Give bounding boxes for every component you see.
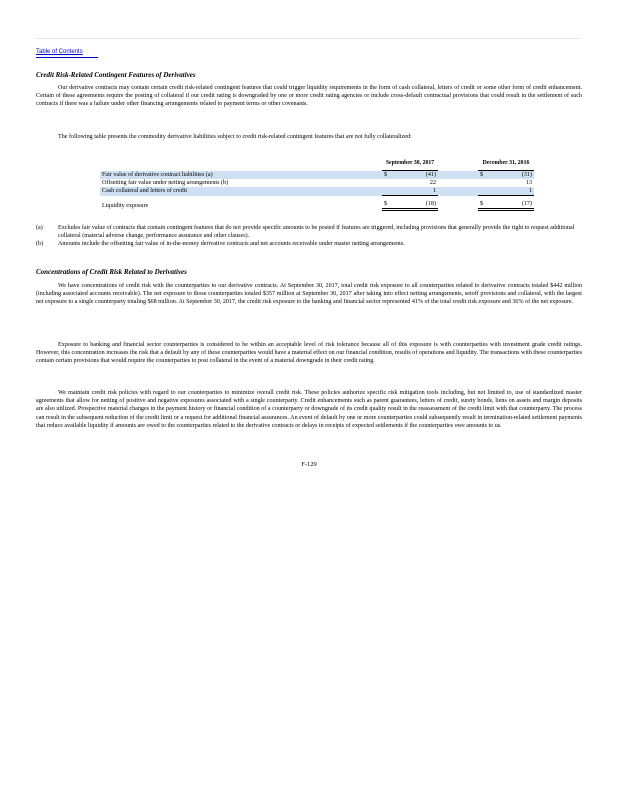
footnote-a xyxy=(36,224,582,240)
footnote-text: Amounts include the offsetting fair value of in-the-money derivative contracts and net accounts receivable under master netting arrangements. xyxy=(58,241,405,247)
row-label: Offsetting fair value under netting arrangements (b) xyxy=(102,180,229,186)
column-header-sep-2017: September 30, 2017 xyxy=(382,156,438,171)
currency-symbol xyxy=(478,179,490,187)
footnote-b xyxy=(36,240,582,248)
value-2017: (18) xyxy=(394,196,438,210)
table-row xyxy=(100,179,534,187)
section-heading-contingent-features: Credit Risk-Related Contingent Features of Derivatives xyxy=(36,71,196,79)
table-row-total xyxy=(100,196,534,210)
footnote-text: Excludes fair value of contracts that contain contingent features that do not provide specific amounts to be posted if features are triggered, including provisions that generally provide the right to request additional collateral (material adverse change, performance assurance and other clauses). xyxy=(58,225,575,239)
derivative-liabilities-table xyxy=(100,156,534,211)
row-label: Fair value of derivative contract liabilities (a) xyxy=(100,171,382,180)
value-2016: 1 xyxy=(490,187,534,196)
paragraph-concentrations-1: We have concentrations of credit risk with the counterparties to our derivative contracts. At September 30, 2017, total credit risk exposure to all counterparties related to derivative contracts totaled $442 million (including associated accounts receivable). The net exposure to those counterparties totaled $357 million at September 30, 2017 after taking into effect netting arrangements, setoff provisions and collateral, with the largest net exposure to a single counterparty totaling $68 million. At September 30, 2017, the credit risk exposure to the banking and financial sector represented 41% of the total credit risk exposure and 36% of the net exposure. xyxy=(36,283,582,306)
table-row xyxy=(100,187,534,196)
row-label: Cash collateral and letters of credit xyxy=(100,187,382,196)
currency-symbol: $ xyxy=(382,196,394,210)
currency-symbol xyxy=(382,179,394,187)
header-divider xyxy=(36,38,580,39)
toc-link-underline xyxy=(36,57,98,58)
table-row xyxy=(100,171,534,180)
paragraph-table-intro: The following table presents the commodity derivative liabilities subject to credit risk-related contingent features that are not fully collateralized: xyxy=(58,134,412,140)
table-header-row xyxy=(100,156,534,171)
value-2017: (41) xyxy=(394,171,438,180)
table-footnotes xyxy=(36,224,582,248)
currency-symbol: $ xyxy=(478,196,490,210)
value-2016: 13 xyxy=(525,180,532,186)
paragraph-contingent-features: Our derivative contracts may contain certain credit risk-related contingent features that could trigger liquidity requirements in the form of cash collateral, letters of credit or some other form of credit enhancement. Certain of these agreements require the posting of collateral if our credit rating is downgraded by one or more credit rating agencies or include cross-default contractual provisions that could result in the settlement of such contracts if there was a failure under other financing arrangements related to payment terms or other covenants. xyxy=(36,85,582,108)
footnote-label: (a) xyxy=(36,225,43,231)
value-2017: 22 xyxy=(429,180,436,186)
value-2016: (31) xyxy=(490,171,534,180)
page-number: F-129 xyxy=(301,461,317,468)
footnote-label: (b) xyxy=(36,241,44,247)
currency-symbol: $ xyxy=(478,171,490,180)
table-of-contents-link[interactable]: Table of Contents xyxy=(36,49,83,55)
paragraph-concentrations-3: We maintain credit risk policies with regard to our counterparties to minimize overall credit risk. These policies authorize specific risk mitigation tools including, but not limited to, use of standardized master agreements that allow for netting of positive and negative exposures associated with a single counterparty. Credit enhancements such as parent guarantees, letters of credit, surety bonds, liens on assets and margin deposits are also utilized. Prospective material changes in the payment history or financial condition of a counterparty or downgrade of its credit quality result in the reassessment of the credit limit with that counterparty. The process can result in the subsequent reduction of the credit limit or a request for additional financial assurances. An event of default by one or more counterparties could subsequently result in termination-related settlement payments that reduce available liquidity if amounts are owed to the counterparties related to the derivative contracts or delays in receipts of expected settlements if the counterparties owe amounts to us. xyxy=(36,390,582,429)
row-label: Liquidity exposure xyxy=(102,202,149,209)
currency-symbol: $ xyxy=(382,171,394,180)
value-2017: 1 xyxy=(394,187,438,196)
column-header-dec-2016: December 31, 2016 xyxy=(478,156,534,171)
paragraph-concentrations-2: Exposure to banking and financial sector counterparties is considered to be within an acceptable level of risk tolerance because all of this exposure is with counterparties with investment grade credit ratings. However, this concentration increases the risk that a default by any of these counterparties would have a material effect on our financial condition, results of operations and liquidity. The transactions with these counterparties contain certain provisions that would require the counterparties to post collateral in the event of a material downgrade in their credit rating. xyxy=(36,342,582,365)
section-heading-concentrations: Concentrations of Credit Risk Related to Derivatives xyxy=(36,268,187,276)
currency-symbol xyxy=(478,187,490,196)
currency-symbol xyxy=(382,187,394,196)
value-2016: (17) xyxy=(490,196,534,210)
